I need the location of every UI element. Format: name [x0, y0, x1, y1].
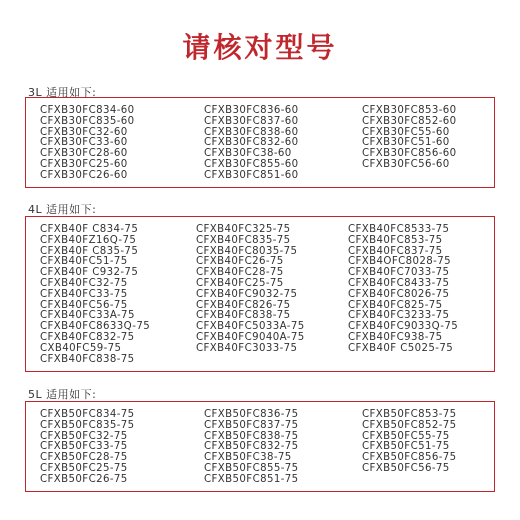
model-column — [40, 225, 150, 365]
model-number: CFXB30FC852-60 — [362, 115, 457, 127]
model-number: CFXB40FC325-75 — [196, 224, 291, 235]
model-box-5l — [25, 401, 495, 492]
model-number: CFXB40FC56-75 — [40, 299, 128, 311]
section-label-5l: 5L 适用如下: — [28, 388, 97, 401]
model-column — [348, 225, 458, 355]
model-number: CFXB30FC28-60 — [40, 148, 128, 160]
model-number: CFXB40F C5025-75 — [348, 342, 454, 354]
model-number: CFXB50FC26-75 — [40, 473, 128, 485]
model-number: CFXB40FC28-75 — [196, 267, 284, 279]
model-number: CFXB50FC51-75 — [362, 441, 450, 453]
model-number: CFXB40FC8533-75 — [348, 224, 450, 235]
model-number: CFXB30FC851-60 — [204, 169, 299, 181]
model-box-3l — [25, 97, 495, 188]
model-column — [204, 106, 299, 182]
model-number: CFXB50FC33-75 — [40, 441, 128, 453]
model-number: CFXB50FC56-75 — [362, 462, 450, 474]
model-number: CFXB50FC832-75 — [204, 441, 299, 453]
model-number: CFXB4OFC8028-75 — [348, 256, 451, 268]
model-number: CFXB30FC855-60 — [204, 158, 299, 170]
model-number: CFXB30FC26-60 — [40, 169, 128, 181]
model-number: CFXB50FC25-75 — [40, 462, 128, 474]
model-number: CFXB40FC832-75 — [40, 331, 135, 343]
model-number: CFXB30FC838-60 — [204, 126, 299, 138]
model-number: CFXB40FC26-75 — [196, 256, 284, 268]
section-label-3l: 3L 适用如下: — [28, 86, 97, 99]
model-number: CFXB50FC851-75 — [204, 473, 299, 485]
model-number: CFXB40FC3233-75 — [348, 310, 450, 322]
model-number: CFXB50FC855-75 — [204, 462, 299, 474]
model-number: CFXB50FC55-75 — [362, 430, 450, 442]
model-number: CFXB30FC836-60 — [204, 105, 299, 116]
model-number: CFXB40FC938-75 — [348, 331, 443, 343]
model-column — [362, 410, 457, 475]
model-number: CFXB50FC38-75 — [204, 452, 292, 464]
model-number: CFXB30FC32-60 — [40, 126, 128, 138]
model-number: CFXB30FC55-60 — [362, 126, 450, 138]
page-title: 请核对型号 — [182, 31, 338, 64]
model-number: CFXB40FC8026-75 — [348, 288, 450, 300]
model-number: CFXB50FC834-75 — [40, 409, 135, 420]
model-number: CFXB50FC838-75 — [204, 430, 299, 442]
model-number: CFXB40FC9032-75 — [196, 288, 298, 300]
model-number: CFXB40FC51-75 — [40, 256, 128, 268]
model-number: CFXB40FC33-75 — [40, 288, 128, 300]
model-number: CFXB40F C835-75 — [40, 245, 139, 257]
model-number: CFXB30FC25-60 — [40, 158, 128, 170]
model-number: CFXB50FC32-75 — [40, 430, 128, 442]
model-number: CFXB40FC32-75 — [40, 277, 128, 289]
model-number: CFXB30FC853-60 — [362, 105, 457, 116]
model-number: CFXB30FC835-60 — [40, 115, 135, 127]
model-number: CFXB40FZ16Q-75 — [40, 234, 137, 246]
model-number: CFXB30FC56-60 — [362, 158, 450, 170]
model-number: CFXB40FC9033Q-75 — [348, 321, 459, 333]
model-number: CFXB50FC28-75 — [40, 452, 128, 464]
model-number: CXB40FC59-75 — [40, 342, 122, 354]
model-number: CFXB50FC836-75 — [204, 409, 299, 420]
model-column — [40, 410, 135, 486]
model-number: CFXB40F C834-75 — [40, 224, 139, 235]
model-number: CFXB30FC832-60 — [204, 137, 299, 149]
model-number: CFXB30FC38-60 — [204, 148, 292, 160]
model-number: CFXB50FC835-75 — [40, 419, 135, 431]
model-number: CFXB30FC51-60 — [362, 137, 450, 149]
model-column — [196, 225, 305, 355]
model-column — [40, 106, 135, 182]
model-number: CFXB30FC33-60 — [40, 137, 128, 149]
model-number: CFXB40FC5033A-75 — [196, 321, 305, 333]
model-number: CFXB50FC852-75 — [362, 419, 457, 431]
model-number: CFXB40FC25-75 — [196, 277, 284, 289]
model-number: CFXB50FC856-75 — [362, 452, 457, 464]
model-number: CFXB50FC837-75 — [204, 419, 299, 431]
model-number: CFXB40FC825-75 — [348, 299, 443, 311]
model-number: CFXB40FC826-75 — [196, 299, 291, 311]
model-number: CFXB40FC837-75 — [348, 245, 443, 257]
model-number: CFXB40FC853-75 — [348, 234, 443, 246]
model-number: CFXB40FC3033-75 — [196, 342, 298, 354]
section-label-4l: 4L 适用如下: — [28, 203, 97, 216]
model-column — [204, 410, 299, 486]
model-number: CFXB40FC33A-75 — [40, 310, 135, 322]
model-number: CFXB40FC838-75 — [196, 310, 291, 322]
model-number: CFXB30FC837-60 — [204, 115, 299, 127]
model-column — [362, 106, 457, 171]
model-number: CFXB50FC853-75 — [362, 409, 457, 420]
model-number: CFXB40FC7033-75 — [348, 267, 450, 279]
model-number: CFXB40FC8433-75 — [348, 277, 450, 289]
model-number: CFXB40F C932-75 — [40, 267, 139, 279]
model-number: CFXB30FC856-60 — [362, 148, 457, 160]
model-box-4l — [25, 216, 495, 372]
model-number: CFXB40FC8035-75 — [196, 245, 298, 257]
model-number: CFXB40FC838-75 — [40, 353, 135, 365]
model-number: CFXB40FC9040A-75 — [196, 331, 305, 343]
model-number: CFXB30FC834-60 — [40, 105, 135, 116]
model-number: CFXB40FC835-75 — [196, 234, 291, 246]
model-number: CFXB40FC8633Q-75 — [40, 321, 151, 333]
